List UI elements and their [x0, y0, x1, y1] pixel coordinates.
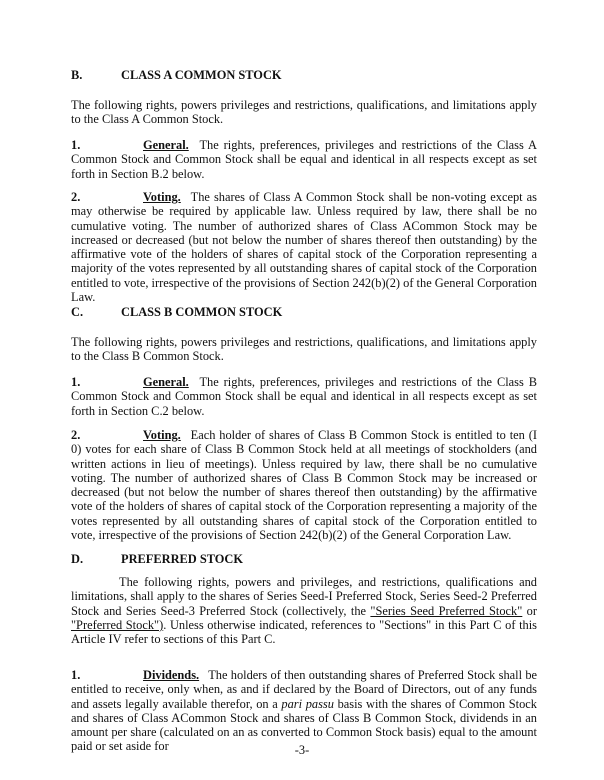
- para-text: The holders of then outstanding shares of Preferred Stock shall be entitled to receive, only when, as and if declared by the Board of Directors, out of any funds and assets legally available therefor, on a: [71, 668, 538, 711]
- para-number: 2.: [71, 190, 81, 204]
- section-c-intro: The following rights, powers privileges and restrictions, qualifications, and limitations apply to the Class B Common Stock.: [71, 335, 537, 364]
- para-heading: Voting.: [143, 190, 181, 204]
- para-text: The shares of Class A Common Stock shall be non-voting except as may otherwise be required by applicable law. Unless required by law, there shall be no cumulative voting. The number of authorized shares of Class ACommon Stock may be increased or decreased (but not below the number of shares thereof then outstanding) by the affirmative vote of the holders of shares of capital stock of the Corporation representing a majority of the votes represented by all outstanding shares of capital stock of the Corporation entitled to vote, irrespective of the provisions of Section 242(b)(2) of the General Corporation Law.: [71, 190, 537, 305]
- para-text: basis with the shares of Common Stock and shares of Class ACommon Stock and shares of Class B Common Stock, dividends in an amount per share (calculated on an as converted to Common Stock basis) equal to the amount paid or set aside for: [71, 696, 537, 754]
- section-title: PREFERRED STOCK: [121, 552, 243, 566]
- section-c-voting: [71, 428, 537, 542]
- italic-term: pari passu: [281, 696, 334, 711]
- section-title: CLASS A COMMON STOCK: [121, 68, 282, 82]
- para-text: The rights, preferences, privileges and restrictions of the Class A Common Stock and Common Stock shall be equal and identical in all respects except as set forth in Section B.2 below.: [71, 138, 538, 181]
- section-d-intro: [71, 575, 537, 646]
- para-heading: General.: [143, 375, 189, 389]
- section-c-heading: [71, 305, 537, 319]
- defined-term: "Series Seed Preferred Stock": [370, 603, 523, 618]
- para-number: 1.: [71, 375, 81, 389]
- intro-text: . Unless otherwise indicated, references to "Sections" in this Part C of this Article IV refer to sections of this Part C.: [71, 617, 537, 647]
- intro-text: or: [522, 603, 538, 618]
- para-text: Each holder of shares of Class B Common Stock is entitled to ten (I 0) votes for each share of Class B Common Stock held at all meetings of stockholders (and written actions in lieu of meetings). Unless required by law, there shall be no cumulative voting. The number of authorized shares of Class B Common Stock may be increased or decreased (but not below the number of shares thereof then outstanding) by the affirmative vote of the holders of shares of capital stock of the Corporation representing a majority of the votes represented by all outstanding shares of capital stock of the Corporation entitled to vote, irrespective of the provisions of Section 242(b)(2) of the General Corporation Law.: [71, 428, 537, 543]
- section-c-general: [71, 375, 537, 418]
- section-b-intro: The following rights, powers privileges and restrictions, qualifications, and limitations apply to the Class A Common Stock.: [71, 98, 537, 127]
- section-letter: C.: [71, 305, 84, 319]
- section-d-heading: [71, 552, 537, 566]
- para-text: The rights, preferences, privileges and restrictions of the Class B Common Stock and Common Stock shall be equal and identical in all respects except as set forth in Section C.2 below.: [71, 375, 538, 418]
- section-letter: D.: [71, 552, 84, 566]
- page-number: -3-: [294, 743, 310, 757]
- intro-text: The following rights, powers and privileges, and restrictions, qualifications and limitations, shall apply to the shares of Series Seed-I Preferred Stock, Series Seed-2 Preferred Stock and Series Seed-3 Preferred Stock (collectively, the: [71, 575, 537, 618]
- para-heading: Voting.: [143, 428, 181, 442]
- para-number: 1.: [71, 668, 81, 682]
- section-d-dividends: [71, 668, 537, 754]
- section-title: CLASS B COMMON STOCK: [121, 305, 283, 319]
- section-b-voting: [71, 190, 537, 304]
- para-number: 2.: [71, 428, 81, 442]
- para-heading: Dividends.: [143, 668, 200, 682]
- section-b-heading: [71, 68, 537, 82]
- defined-term: "Preferred Stock"): [71, 617, 164, 632]
- para-heading: General.: [143, 138, 189, 152]
- para-number: 1.: [71, 138, 81, 152]
- section-b-general: [71, 138, 537, 181]
- section-letter: B.: [71, 68, 83, 82]
